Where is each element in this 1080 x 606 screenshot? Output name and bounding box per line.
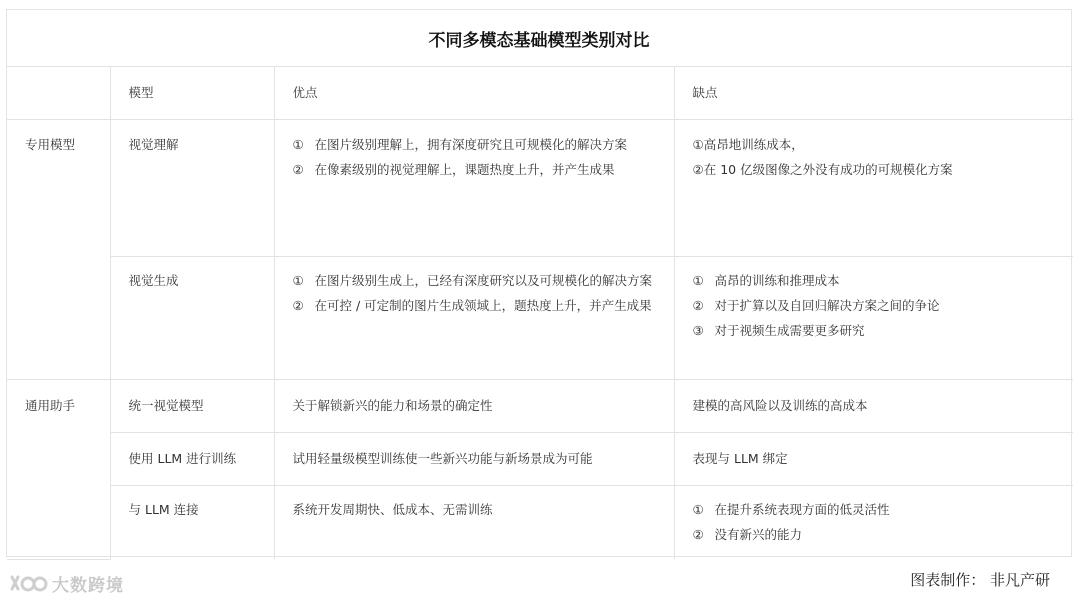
list-text: 没有新兴的能力 <box>714 526 803 542</box>
list-number: ③ <box>692 322 704 338</box>
model-cell: 统一视觉模型 <box>110 379 274 432</box>
list-number: ② <box>292 161 304 177</box>
comparison-grid <box>7 67 1073 560</box>
list-number: ① <box>692 272 704 288</box>
pros-cell <box>274 256 674 379</box>
list-item <box>293 295 656 317</box>
list-text: 在图片级别生成上，已经有深度研究以及可规模化的解决方案 <box>314 272 653 288</box>
header-cell-pros: 优点 <box>274 67 674 119</box>
list-number: ① <box>292 136 304 152</box>
cons-list <box>693 499 1056 546</box>
pros-cell: 系统开发周期快、低成本、无需训练 <box>274 485 674 559</box>
header-cell-category <box>7 67 110 119</box>
category-cell: 专用模型 <box>7 119 110 379</box>
category-cell: 通用助手 <box>7 379 110 559</box>
table-title-row <box>7 10 1071 67</box>
list-text: 高昂地训练成本， <box>703 136 804 152</box>
cons-list <box>693 270 1056 342</box>
model-cell: 视觉理解 <box>110 119 274 256</box>
list-text: 在 10 亿级图像之外没有成功的可规模化方案 <box>703 161 953 177</box>
cons-cell <box>674 119 1073 256</box>
list-item <box>693 499 1056 521</box>
list-item <box>293 159 656 181</box>
list-number: ① <box>692 136 704 152</box>
header-row <box>7 67 1073 119</box>
list-text: 在可控 / 可定制的图片生成领域上，题热度上升，并产生成果 <box>314 297 652 313</box>
model-cell: 与 LLM 连接 <box>110 485 274 559</box>
list-number: ① <box>692 501 704 517</box>
header-cell-model: 模型 <box>110 67 274 119</box>
list-text: 对于扩算以及自回归解决方案之间的争论 <box>714 297 940 313</box>
cons-cell: 建模的高风险以及训练的高成本 <box>674 379 1073 432</box>
list-item <box>293 134 656 156</box>
list-item <box>693 320 1056 342</box>
list-number: ① <box>292 272 304 288</box>
list-text: 在像素级别的视觉理解上，课题热度上升，并产生成果 <box>314 161 615 177</box>
list-item <box>693 270 1056 292</box>
list-number: ② <box>692 161 704 177</box>
watermark <box>8 571 124 596</box>
list-item <box>693 524 1056 546</box>
list-text: 对于视频生成需要更多研究 <box>714 322 865 338</box>
table-title: 不同多模态基础模型类别对比 <box>428 30 650 51</box>
cons-cell: 表现与 LLM 绑定 <box>674 432 1073 485</box>
list-item <box>693 159 1056 181</box>
model-cell: 使用 LLM 进行训练 <box>110 432 274 485</box>
list-text: 在图片级别理解上，拥有深度研究且可规模化的解决方案 <box>314 136 628 152</box>
pros-cell: 试用轻量级模型训练使一些新兴功能与新场景成为可能 <box>274 432 674 485</box>
pros-list <box>293 270 656 317</box>
list-text: 在提升系统表现方面的低灵活性 <box>714 501 890 517</box>
watermark-logo-icon <box>8 573 48 595</box>
watermark-text: 大数跨境 <box>52 576 124 596</box>
header-cell-cons: 缺点 <box>674 67 1073 119</box>
list-item <box>693 134 1056 156</box>
chart-credit: 图表制作： 非凡产研 <box>910 571 1050 589</box>
list-number: ② <box>292 297 304 313</box>
list-item <box>693 295 1056 317</box>
list-number: ② <box>692 526 704 542</box>
table-row <box>7 379 1073 432</box>
pros-list <box>293 134 656 181</box>
table-row <box>7 485 1073 559</box>
table-row <box>7 256 1073 379</box>
model-cell: 视觉生成 <box>110 256 274 379</box>
cons-list <box>693 134 1056 181</box>
comparison-table <box>6 9 1072 557</box>
table-row <box>7 432 1073 485</box>
pros-cell <box>274 119 674 256</box>
list-number: ② <box>692 297 704 313</box>
list-text: 高昂的训练和推理成本 <box>714 272 840 288</box>
table-row <box>7 119 1073 256</box>
pros-cell: 关于解锁新兴的能力和场景的确定性 <box>274 379 674 432</box>
list-item <box>293 270 656 292</box>
cons-cell <box>674 485 1073 559</box>
cons-cell <box>674 256 1073 379</box>
